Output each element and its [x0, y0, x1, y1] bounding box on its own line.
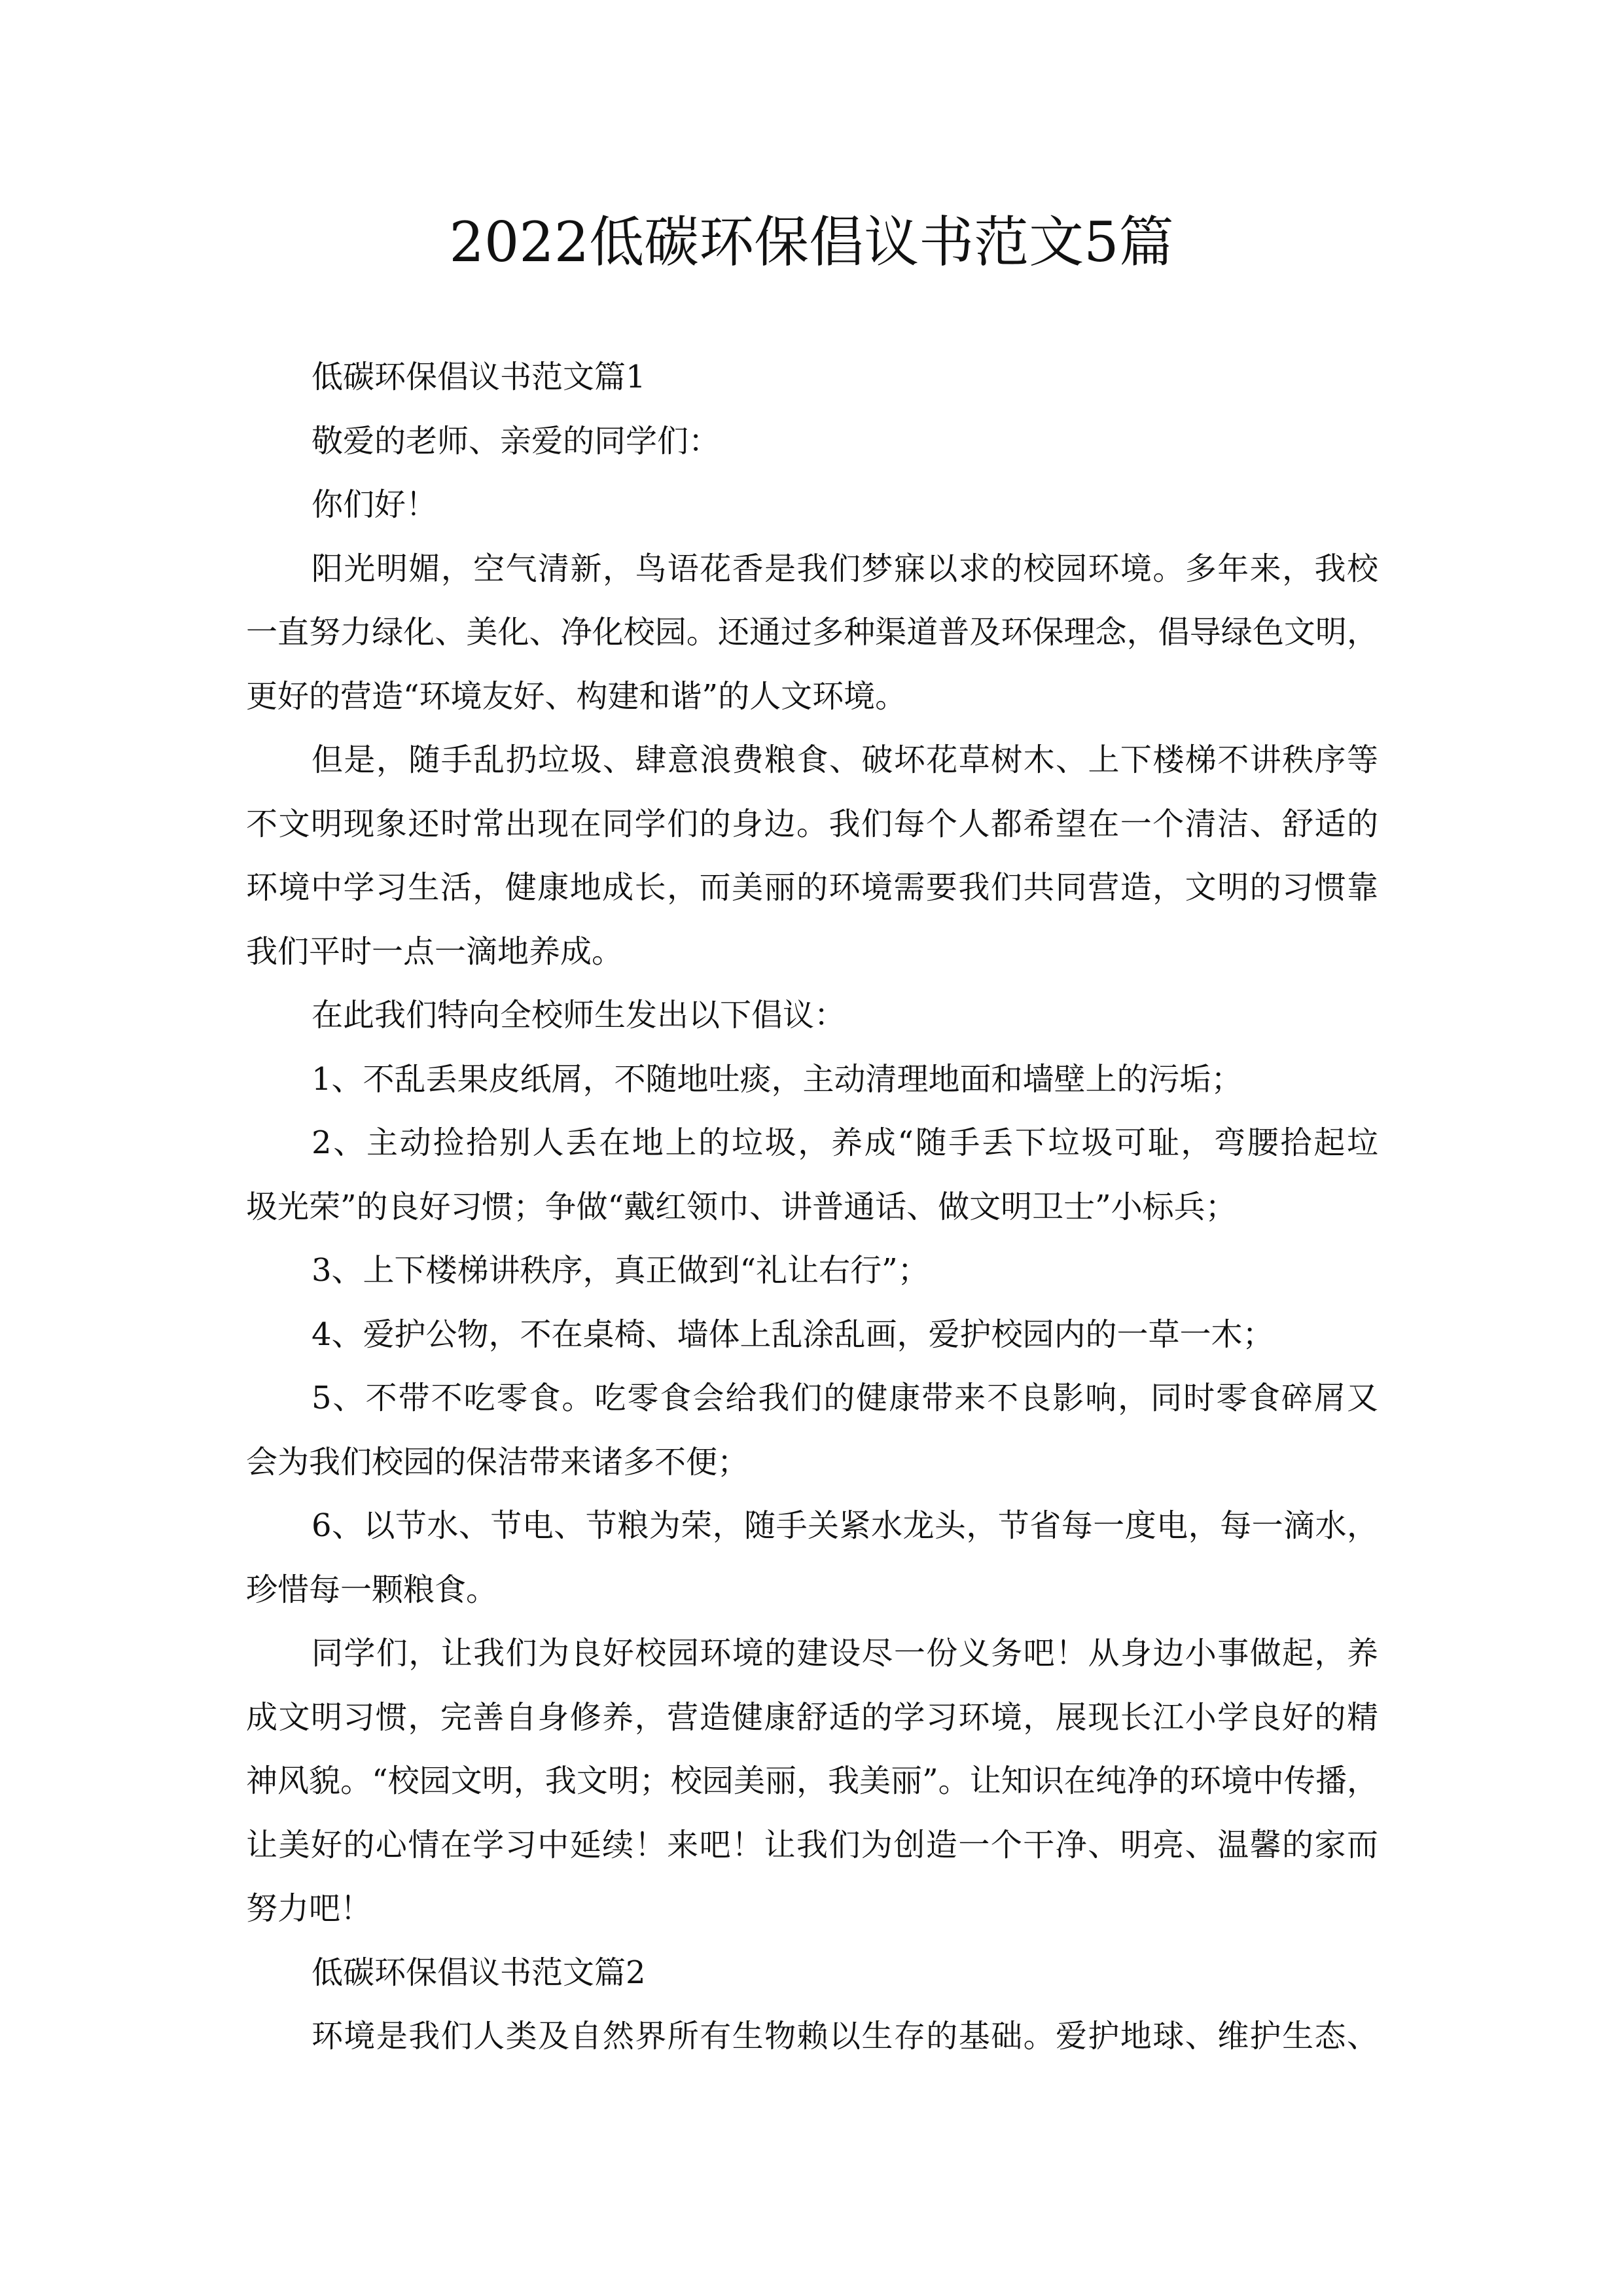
greeting: 你们好！: [312, 486, 438, 523]
text-line: 环境中学习生活，健康地成长，而美丽的环境需要我们共同营造，文明的习惯靠: [246, 869, 1378, 906]
text-line: 在此我们特向全校师生发出以下倡议：: [312, 997, 846, 1033]
text-line: 成文明习惯，完善自身修养，营造健康舒适的学习环境，展现长江小学良好的精: [246, 1698, 1378, 1736]
list-item-4: 4、爱护公物，不在桌椅、墙体上乱涂乱画，爱护校园内的一草一木；: [312, 1316, 1274, 1353]
text-line: 阳光明媚，空气清新，鸟语花香是我们梦寐以求的校园环境。多年来，我校: [312, 550, 1378, 587]
text-line: 神风貌。“校园文明，我文明；校园美丽，我美丽”。让知识在纯净的环境中传播，: [246, 1763, 1378, 1799]
text-line: 更好的营造“环境友好、构建和谐”的人文环境。: [246, 677, 907, 715]
salutation: 敬爱的老师、亲爱的同学们：: [312, 422, 721, 459]
list-item-3: 3、上下楼梯讲秩序，真正做到“礼让右行”；: [312, 1252, 929, 1289]
text-line: 一直努力绿化、美化、净化校园。还通过多种渠道普及环保理念，倡导绿色文明，: [246, 614, 1378, 651]
document-title: 2022低碳环保倡议书范文5篇: [449, 210, 1174, 274]
list-item-2: 2、主动捡拾别人丢在地上的垃圾，养成“随手丢下垃圾可耻，弯腰拾起垃: [312, 1124, 1378, 1161]
text-line: 努力吧！: [246, 1890, 372, 1927]
text-line: 不文明现象还时常出现在同学们的身边。我们每个人都希望在一个清洁、舒适的: [246, 805, 1378, 842]
list-item-2-cont: 圾光荣”的良好习惯；争做“戴红领巾、讲普通话、做文明卫士”小标兵；: [246, 1188, 1237, 1225]
text-line: 同学们，让我们为良好校园环境的建设尽一份义务吧！从身边小事做起，养: [312, 1635, 1378, 1672]
list-item-5-cont: 会为我们校园的保洁带来诸多不便；: [246, 1443, 749, 1480]
section-heading-2: 低碳环保倡议书范文篇2: [312, 1954, 646, 1991]
text-line: 环境是我们人类及自然界所有生物赖以生存的基础。爱护地球、维护生态、: [312, 2018, 1378, 2054]
document-body: [246, 346, 1378, 2069]
list-item-6: 6、以节水、节电、节粮为荣，随手关紧水龙头，节省每一度电，每一滴水，: [312, 1507, 1378, 1544]
text-line: 我们平时一点一滴地养成。: [246, 933, 624, 970]
list-item-1: 1、不乱丢果皮纸屑，不随地吐痰，主动清理地面和墙壁上的污垢；: [312, 1060, 1243, 1098]
list-item-5: 5、不带不吃零食。吃零食会给我们的健康带来不良影响，同时零食碎屑又: [312, 1380, 1378, 1416]
text-line: 但是，随手乱扔垃圾、肆意浪费粮食、破坏花草树木、上下楼梯不讲秩序等: [312, 742, 1378, 778]
text-line: 让美好的心情在学习中延续！来吧！让我们为创造一个干净、明亮、温馨的家而: [246, 1826, 1378, 1863]
section-heading-1: 低碳环保倡议书范文篇1: [312, 359, 646, 395]
list-item-6-cont: 珍惜每一颗粮食。: [246, 1571, 498, 1608]
